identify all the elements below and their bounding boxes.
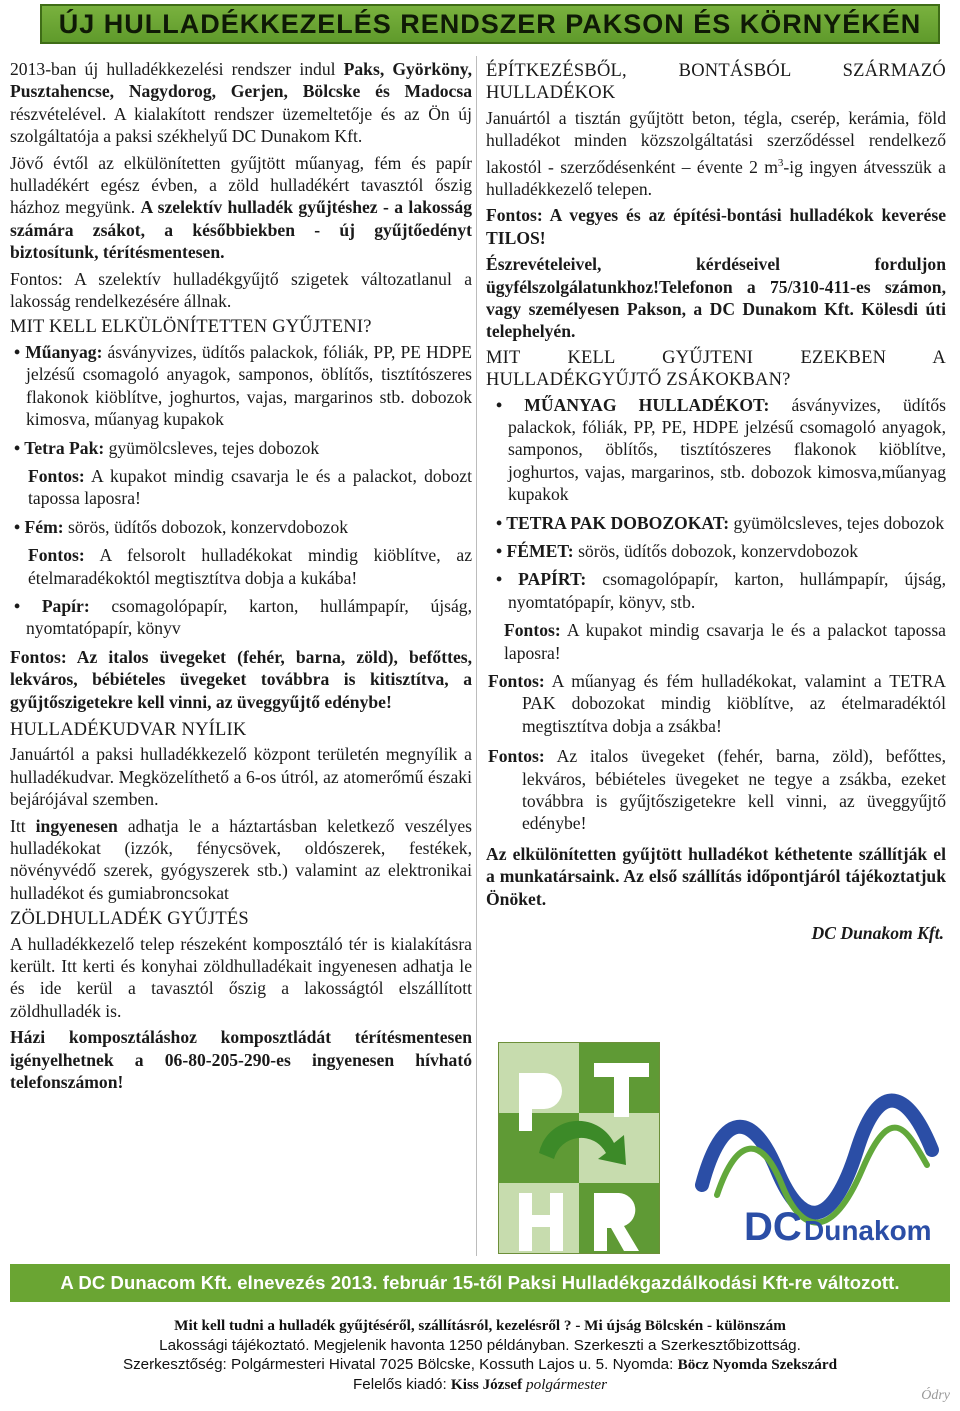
tetrapak-label: • Tetra Pak: <box>14 437 105 458</box>
footer-line-4 <box>0 1375 960 1395</box>
bags-heading: MIT KELL GYŰJTENI EZEKBEN A HULLADÉKGYŰJTŐ ZSÁKOKBAN? <box>486 347 946 391</box>
footer-publisher-title: polgármester <box>522 1375 608 1393</box>
construction-heading: ÉPÍTKEZÉSBŐL, BONTÁSBÓL SZÁRMAZÓ HULLADÉKOK <box>486 61 946 104</box>
glass-note: Fontos: Az italos üvegeket (fehér, barna, zöld), befőttes, lekváros, bébiételes üvegeket továbbra is kitisztítva, a gyűjtőszigetekre kell vinni, az üveggyűjtő edénybe! <box>10 646 472 712</box>
rename-notice-bar <box>10 1264 950 1302</box>
paper-item <box>10 595 472 640</box>
plastic-bag-label: • MŰANYAG HULLADÉKOT: <box>496 394 770 415</box>
metal-text: sörös, üdítős dobozok, konzervdobozok <box>63 516 349 537</box>
plastic-bag-text: ásványvizes, üdítős palackok, fóliák, PP, PE, HDPE jelzésű csomagoló anyagok, samponos, öblítős, tisztítószeres flakonok kiöblítve, joghurtos, vajas, margarinos, stb. dobozok kimosva,műanyag kupakok <box>508 394 947 505</box>
designer-signature: Ódry <box>921 1387 950 1403</box>
footer-printer: Böcz Nyomda Szekszárd <box>677 1356 838 1373</box>
bag-rinse-note-label: Fontos: <box>488 671 545 692</box>
logo-dunakom-text: Dunakom <box>804 1215 932 1246</box>
construction-text-b: -ig ingyen átvesszük a hulladékkezelő telepen. <box>486 156 946 199</box>
intro-paragraph <box>10 58 472 148</box>
construction-text-a: Januártól a tisztán gyűjtött beton, tégla, cserép, kerámia, föld hulladékot minden közszolgáltatási szerződéssel rendelkező lakostól - szerződésenként – évente 2 m <box>486 107 946 177</box>
paper-text: csomagolópapír, karton, hullámpapír, újság, nyomtatópapír, könyv <box>26 595 472 639</box>
collection-bold-text: A szelektív hulladék gyűjtéshez - a lakosság számára zsákot, a későbbiekben - új gyűjtőedényt biztosítunk, térítésmentesen. <box>10 197 472 263</box>
island-label: Fontos <box>10 268 58 289</box>
rename-notice-text: A DC Dunacom Kft. elnevezés 2013. február 15-től Paksi Hulladékgazdálkodási Kft-re változott. <box>60 1272 900 1293</box>
metal-bag-text: sörös, üdítős dobozok, konzervdobozok <box>573 540 859 561</box>
paper-bag-text: csomagolópapír, karton, hullámpapír, újság, nyomtatópapír, könyv, stb. <box>508 569 946 612</box>
green-waste-heading: ZÖLDHULLADÉK GYŰJTÉS <box>10 909 249 930</box>
intro-text-a: 2013-ban új hulladékkezelési rendszer indul <box>10 59 344 79</box>
title-box <box>40 4 940 44</box>
what-to-collect-heading: MIT KELL ELKÜLÖNÍTETTEN GYŰJTENI? <box>10 317 372 338</box>
bag-cap-note <box>486 619 946 664</box>
paper-label: • Papír: <box>14 595 90 616</box>
bag-glass-note <box>486 745 946 835</box>
footer-editorial: Szerkesztőség: Polgármesteri Hivatal 7025 Bölcske, Kossuth Lajos u. 5. Nyomda: <box>122 1356 678 1373</box>
plastic-label: • Műanyag: <box>14 341 103 362</box>
page-title: ÚJ HULLADÉKKEZELÉS RENDSZER PAKSON ÉS KÖRNYÉKÉN <box>58 8 922 39</box>
tetrapak-bag-text: gyümölcsleves, tejes dobozok <box>729 512 945 533</box>
island-text: : A szelektív hulladékgyűjtő szigetek változatlanul a lakosság rendelkezésére állnak. <box>10 268 472 312</box>
collection-paragraph <box>10 152 472 264</box>
intro-towns: Paks, Györköny, Pusztahencse, Nagydorog, Gerjen, Bölcske és Madocsa <box>10 59 472 102</box>
bag-cap-note-label: Fontos: <box>504 620 561 641</box>
waste-yard-paragraph: Januártól a paksi hulladékkezelő központ területén megnyílik a hulladékudvar. Megközelíthető a 6-os útról, az atomerőmű északi bejárójával szemben. <box>10 744 472 810</box>
bag-glass-note-label: Fontos: <box>488 746 545 767</box>
recycling-logo <box>498 1042 660 1254</box>
plastic-item <box>10 341 472 431</box>
hazardous-text-c: adhatja le a háztartásban keletkező veszélyes hulladékokat (izzók, fénycsövek, oldószerek, festékek, növényvédő szerek, gyógyszerek stb.) valamint az elektronikai hulladékot és gumiabroncsokat <box>10 815 472 903</box>
hazardous-text-a: Itt <box>10 815 36 836</box>
rinse-note <box>10 544 472 589</box>
dunakom-wave-graphic <box>682 1090 946 1258</box>
cap-note-text: A kupakot mindig csavarja le és a palackot, dobozt tapossa laposra! <box>28 465 472 509</box>
bag-rinse-note <box>486 670 946 737</box>
tetrapak-bag-item <box>486 512 946 534</box>
footer-line-3 <box>0 1355 960 1375</box>
construction-paragraph <box>486 107 946 200</box>
footer <box>0 1316 960 1411</box>
mix-forbidden-note: Fontos: A vegyes és az építési-bontási hulladékok keverése TILOS! <box>486 205 946 248</box>
cubic-sup: 3 <box>777 156 784 169</box>
footer-line-1: Mit kell tudni a hulladék gyűjtéséről, szállításról, kezelésről ? - Mi újság Bölcskén - különszám <box>174 1317 786 1334</box>
tetrapak-text: gyümölcsleves, tejes dobozok <box>104 437 320 458</box>
waste-yard-heading: HULLADÉKUDVAR NYÍLIK <box>10 719 247 740</box>
rinse-note-text: A felsorolt hulladékokat mindig kiöblítve, az ételmaradékoktól megtisztítva dobja a kukába! <box>28 545 472 588</box>
hazardous-paragraph <box>10 815 472 905</box>
metal-label: • Fém: <box>14 516 64 537</box>
recycling-logo-graphic <box>499 1043 659 1253</box>
tetrapak-item <box>10 437 472 459</box>
bag-glass-note-text: Az italos üvegeket (fehér, barna, zöld), befőttes, lekváros, bébiételes üvegeket ne tegye a zsákba, ezeket továbbra is gyűjtőszigetekre kell vinni, az üveggyűjtő edénybe! <box>522 746 946 834</box>
metal-bag-label: • FÉMET: <box>496 540 574 561</box>
hazardous-free: ingyenesen <box>35 815 118 836</box>
paper-bag-label: • PAPÍRT: <box>496 569 587 590</box>
paper-bag-item <box>486 568 946 613</box>
metal-item <box>10 516 472 538</box>
footer-line-2: Lakossági tájékoztató. Megjelenik havonta 1250 példányban. Szerkeszti a Szerkesztőbizottság. <box>159 1336 801 1354</box>
column-divider <box>476 56 477 1256</box>
bag-rinse-note-text: A műanyag és fém hulladékokat, valamint a TETRA PAK dobozokat mindig kiöblítve, az ételmaradéktól megtisztítva dobja a zsákba! <box>522 671 946 736</box>
pickup-paragraph: Az elkülönítetten gyűjtött hulladékot kéthetente szállítják el a munkatársaink. Az első szállítás időpontjáról tájékoztatjuk Önöket. <box>486 843 946 909</box>
cap-note-label: Fontos: <box>28 465 85 486</box>
intro-text-c: részvételével. A kialakított rendszer üzemeltetője és az Ön új szolgáltatója a paksi székhelyű DC Dunakom Kft. <box>10 103 472 147</box>
green-waste-paragraph: A hulladékkezelő telep részeként komposztáló tér is kialakításra került. Itt kerti és konyhai zöldhulladékait ingyenesen adhatja le és ide kerül a tavasztól őszig a lakosságtól elszállított zöldhulladék is. <box>10 933 472 1021</box>
metal-bag-item <box>486 540 946 562</box>
title-banner <box>0 0 960 48</box>
plastic-text: ásványvizes, üdítős palackok, fóliák, PP, PE HDPE jelzésű csomagoló anyagok, samponos, öblítős, tisztítószeres flakonok kiöblítve, joghurtos, vajas, margarinos stb. dobozok kimosva, műanyag kupakok <box>26 341 472 430</box>
signature-company: DC Dunakom Kft. <box>811 923 944 944</box>
footer-publisher-label: Felelős kiadó: <box>352 1375 451 1393</box>
dc-dunakom-logo <box>682 1090 946 1258</box>
plastic-bag-item <box>486 394 946 506</box>
customer-service-paragraph: Észrevételeivel, kérdéseivel forduljon ügyfélszolgálatunkhoz!Telefonon a 75/310-411-es számon, vagy személyesen Pakson, a DC Dunakom Kft. Kölesdi úti telephelyén. <box>486 254 946 342</box>
logo-dc-text: DC <box>744 1205 802 1249</box>
bag-cap-note-text: A kupakot mindig csavarja le és a palackot tapossa laposra! <box>504 620 946 663</box>
left-column <box>10 58 472 1097</box>
rinse-note-label: Fontos: <box>28 545 85 566</box>
island-paragraph <box>10 268 472 313</box>
cap-note <box>10 465 472 510</box>
tetrapak-bag-label: • TETRA PAK DOBOZOKAT: <box>496 512 730 533</box>
collection-text: Jövő évtől az elkülönítetten gyűjtött műanyag, fém és papír hulladékért egész évben, a zöld hulladékért tavasztól őszig házhoz megyünk. <box>10 152 472 218</box>
right-column <box>486 58 946 948</box>
footer-publisher-name: Kiss József <box>450 1375 523 1393</box>
compost-paragraph: Házi komposztáláshoz komposztládát térítésmentesen igényelhetnek a 06-80-205-290-es ingyenesen hívható telefonszámon! <box>10 1027 472 1093</box>
